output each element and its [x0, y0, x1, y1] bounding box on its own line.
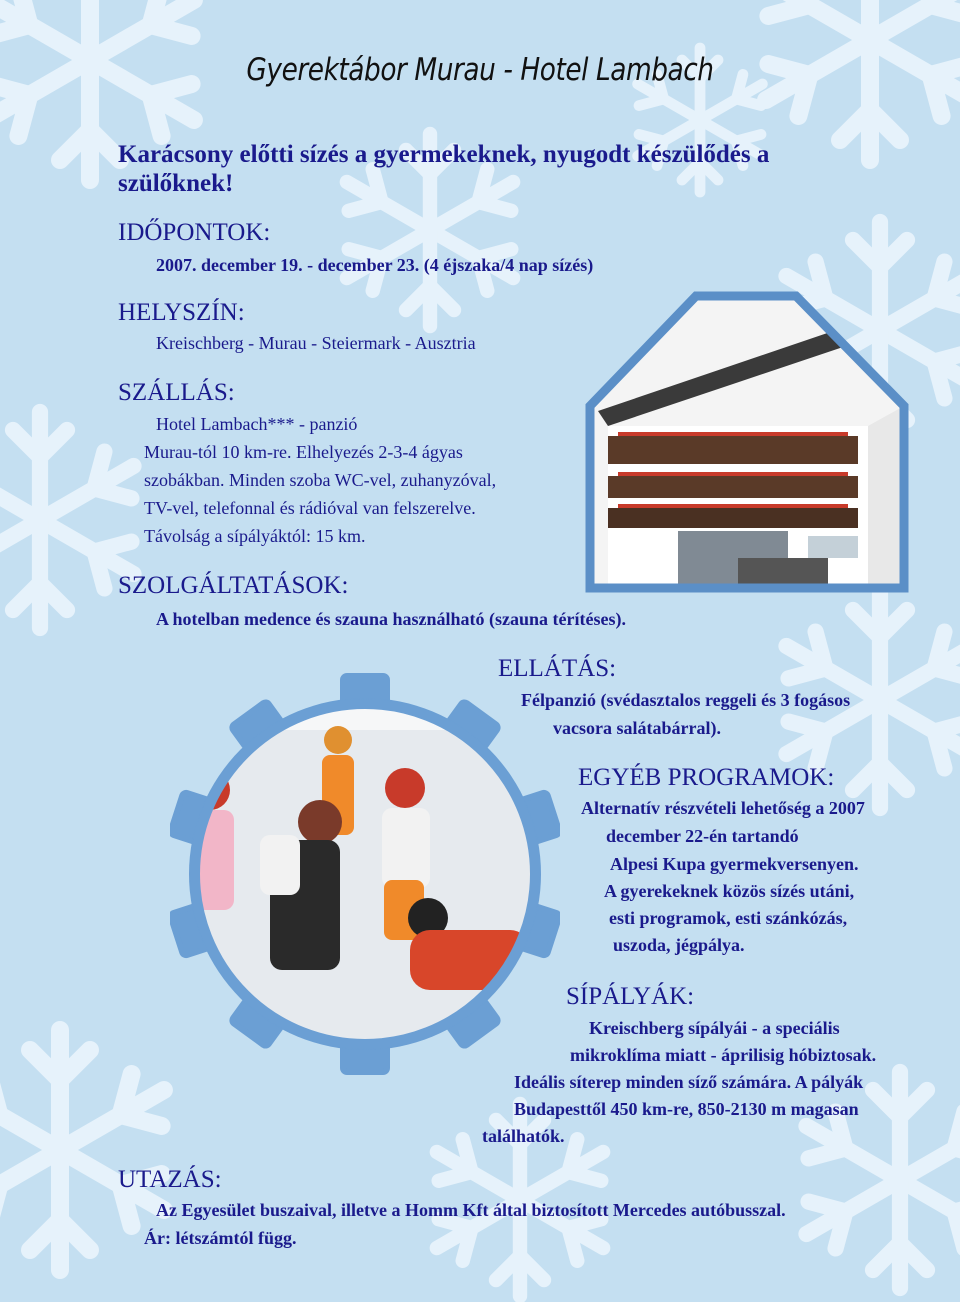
helyszin-heading: HELYSZÍN:	[118, 299, 245, 326]
szallas-line: Murau-tól 10 km-re. Elhelyezés 2-3-4 ágyas	[144, 442, 463, 462]
page-title: Gyerektábor Murau - Hotel Lambach	[246, 52, 714, 88]
intro-text	[118, 140, 769, 198]
ellatas-line: vacsora salátabárral).	[553, 718, 721, 738]
hotel-photo	[578, 286, 914, 594]
utazas-line: Az Egyesület buszaival, illetve a Homm Kft által biztosított Mercedes autóbusszal.	[156, 1200, 786, 1220]
ellatas-heading: ELLÁTÁS:	[498, 655, 617, 682]
intro-line: Karácsony előtti sízés a gyermekeknek, nyugodt készülődés a	[118, 141, 770, 168]
szallas-line: TV-vel, telefonnal és rádióval van felszerelve.	[144, 498, 476, 518]
szallas-line: szobákban. Minden szoba WC-vel, zuhanyzóval,	[144, 470, 497, 490]
sipalyak-line: mikroklíma miatt - áprilisig hóbiztosak.	[570, 1045, 877, 1065]
sipalyak-line: Kreischberg sípályái - a speciális	[589, 1018, 840, 1038]
sipalyak-line: találhatók.	[482, 1126, 565, 1146]
szallas-line: Távolság a sípályáktól: 15 km.	[144, 526, 366, 546]
sipalyak-heading: SÍPÁLYÁK:	[566, 983, 695, 1010]
sipalyak-line: Ideális síterep minden síző számára. A pályák	[514, 1072, 864, 1092]
idopontok-line: 2007. december 19. - december 23. (4 éjszaka/4 nap sízés)	[156, 255, 594, 275]
szallas-heading: SZÁLLÁS:	[118, 379, 235, 406]
egyeb-line: Alpesi Kupa gyermekversenyen.	[610, 854, 859, 874]
ski-children-photo	[170, 640, 560, 1108]
egyeb-line: december 22-én tartandó	[606, 826, 799, 846]
egyeb-line: Alternatív részvételi lehetőség a 2007	[581, 798, 865, 818]
helyszin-line: Kreischberg - Murau - Steiermark - Ausztria	[156, 333, 476, 353]
utazas-heading: UTAZÁS:	[118, 1166, 222, 1193]
szallas-line: Hotel Lambach*** - panzió	[156, 414, 358, 434]
egyeb-line: A gyerekeknek közös sízés utáni,	[604, 881, 855, 901]
egyeb-line: esti programok, esti szánkózás,	[609, 908, 848, 928]
sipalyak-line: Budapesttől 450 km-re, 850-2130 m magasan	[514, 1099, 859, 1119]
szolgaltatasok-line: A hotelban medence és szauna használható (szauna térítéses).	[156, 609, 626, 629]
ellatas-line: Félpanzió (svédasztalos reggeli és 3 fogásos	[521, 690, 851, 710]
egyeb-line: uszoda, jégpálya.	[613, 935, 745, 955]
egyeb-heading: EGYÉB PROGRAMOK:	[578, 764, 835, 791]
idopontok-heading: IDŐPONTOK:	[118, 219, 271, 246]
utazas-line: Ár: létszámtól függ.	[144, 1228, 297, 1248]
szolgaltatasok-heading: SZOLGÁLTATÁSOK:	[118, 572, 349, 599]
intro-line: szülőknek!	[118, 170, 234, 197]
